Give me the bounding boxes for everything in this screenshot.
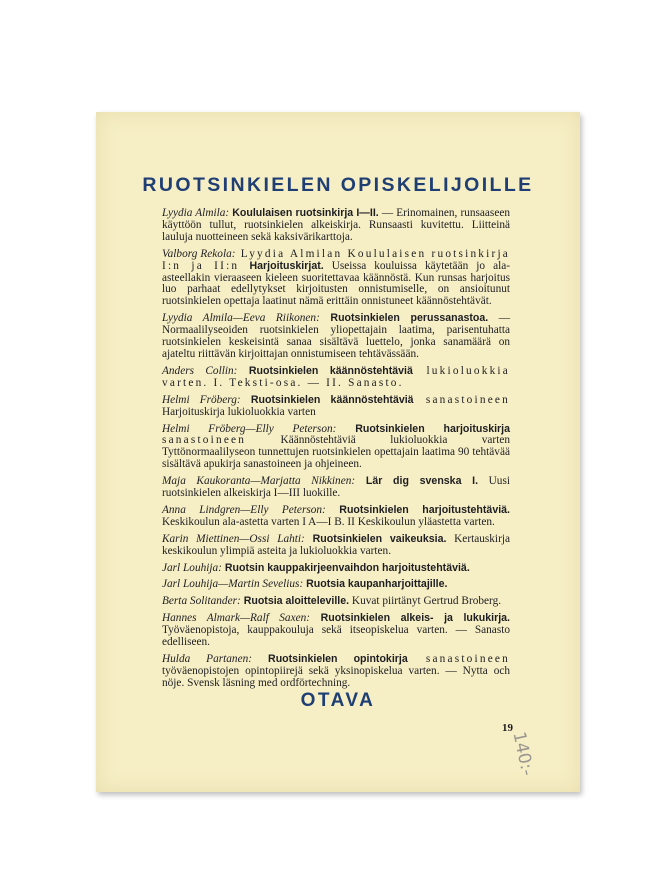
entry-spaced-text: lukioluokkia varten. I. Teksti-osa. — II. Sanasto. xyxy=(162,364,510,389)
entry-title: Koululaisen ruotsinkirja I—II. xyxy=(232,207,379,219)
list-item xyxy=(162,579,510,591)
entry-description: Harjoituskirja lukioluokkia varten xyxy=(162,405,316,418)
list-item xyxy=(162,249,510,309)
entry-description: Kertauskirja keskikoulun ylimpiä asteita ja lukioluokkia varten. xyxy=(162,532,510,557)
entry-title: Lär dig svenska I. xyxy=(355,475,479,488)
entry-title: Ruotsinkielen käännöstehtäviä xyxy=(240,393,414,406)
list-item xyxy=(162,563,510,575)
list-item xyxy=(162,534,510,558)
entry-spaced-text: sanastoineen xyxy=(407,653,510,665)
entry-description: — Erinomainen, runsaaseen käyttöön tullut, ruotsinkielen alkeiskirja. Runsaasti kuvitettu. Liitteinä lauluja nuotteineen sekä kaksivärikarttoja. xyxy=(162,207,510,243)
entry-title: Ruotsinkielen vaikeuksia. xyxy=(304,532,447,545)
page-number: 19 xyxy=(502,722,513,734)
list-item xyxy=(162,596,510,608)
entry-title: Harjoituskirjat. xyxy=(249,259,324,272)
entry-author: Helmi Fröberg—Elly Peterson: xyxy=(162,422,337,435)
entry-title: Ruotsinkielen alkeis- ja lukukirja. xyxy=(310,612,510,625)
list-item xyxy=(162,424,510,472)
list-item xyxy=(162,208,510,244)
list-item xyxy=(162,505,510,529)
publisher-name: OTAVA xyxy=(300,690,376,711)
entry-author: Karin Miettinen—Ossi Lahti: xyxy=(162,532,305,545)
entry-description: Työväenopistoja, kauppakouluja sekä itseopiskelua varten. — Sanasto edelliseen. xyxy=(162,624,510,649)
entry-spaced-text: sanastoineen xyxy=(413,393,510,406)
list-item xyxy=(162,366,510,390)
entry-description: Kuvat piirtänyt Gertrud Broberg. xyxy=(349,595,502,608)
entry-title: Ruotsinkielen opintokirja xyxy=(252,653,408,665)
entry-description: Uusi ruotsinkielen alkeiskirja I—III luokille. xyxy=(162,475,510,500)
book-back-cover xyxy=(96,112,580,792)
entry-description: — Normaalilyseoiden ruotsinkielen yliopettajain laatima, parisentuhatta ruotsinkielen keskeisintä sanaa sisältävä luettelo, jonka sanamäärä on ajateltu riittävän kirjoittajan onnistumiseen tehtävässään. xyxy=(162,312,510,360)
entry-author: Berta Solitander: xyxy=(162,595,241,608)
entry-author: Jarl Louhija—Martin Sevelius: xyxy=(162,578,304,591)
entry-spaced-text: sanastoineen xyxy=(162,434,247,447)
entry-title: Ruotsin kauppakirjeenvaihdon harjoitustehtäviä. xyxy=(221,561,470,574)
list-item xyxy=(162,654,510,690)
entry-description: Useissa kouluissa käytetään jo ala-asteellakin vieraaseen kieleen suoritettavaa käännöstä. Kun runsas harjoitus luo parhaat edellytykset kirjoitusten onnistumiselle, on ansioitunut ruotsinkielen opettaja laatinut nämä erittäin onnistuneet käännöstehtävät. xyxy=(162,259,511,308)
entry-spaced-text: Lyydia Almilan Koululaisen ruotsinkirja I:n ja II:n xyxy=(162,247,510,272)
entry-author: Hannes Almark—Ralf Saxen: xyxy=(162,612,311,625)
entry-author: Maja Kaukoranta—Marjatta Nikkinen: xyxy=(162,475,356,488)
entry-title: Ruotsinkielen perussanastoa. xyxy=(319,312,489,325)
entry-author: Valborg Rekola: xyxy=(162,247,236,260)
entry-description: Käännöstehtäviä lukioluokkia varten Tyttönormaalilyseon tunnettujen ruotsinkielen opettajain laatima 90 tehtävää sisältävä apukirja sanastoineen ja ohjeineen. xyxy=(162,434,510,471)
book-list xyxy=(162,208,510,695)
entry-description: Keskikoulun ala-astetta varten I A—I B. II Keskikoulun yläastetta varten. xyxy=(162,515,495,528)
handwritten-price-note: 140:- xyxy=(508,730,538,778)
list-item xyxy=(162,395,510,419)
list-item xyxy=(162,313,510,361)
entry-title: Ruotsia kaupanharjoittajille. xyxy=(303,578,448,591)
entry-title: Ruotsinkielen harjoituskirja xyxy=(336,422,510,435)
entry-author: Helmi Fröberg: xyxy=(162,393,241,406)
entry-author: Lyydia Almila—Eeva Riikonen: xyxy=(162,312,320,325)
page-heading: RUOTSINKIELEN OPISKELIJOILLE xyxy=(142,174,534,196)
list-item xyxy=(162,613,510,649)
entry-title: Ruotsia aloitteleville. xyxy=(240,595,350,608)
entry-author: Anders Collin: xyxy=(162,364,238,377)
entry-title: Ruotsinkielen käännöstehtäviä xyxy=(237,364,413,377)
entry-author: Lyydia Almila: xyxy=(162,207,230,219)
list-item xyxy=(162,476,510,500)
entry-author: Jarl Louhija: xyxy=(162,561,222,574)
entry-title: Ruotsinkielen harjoitustehtäviä. xyxy=(325,503,510,516)
entry-author: Hulda Partanen: xyxy=(162,653,252,665)
entry-author: Anna Lindgren—Elly Peterson: xyxy=(162,503,326,516)
entry-description: työväenopistojen opintopiirejä sekä yksinopiskelua varten. — Nytta och nöje. Svensk läsning med ordförtechning. xyxy=(162,664,510,689)
